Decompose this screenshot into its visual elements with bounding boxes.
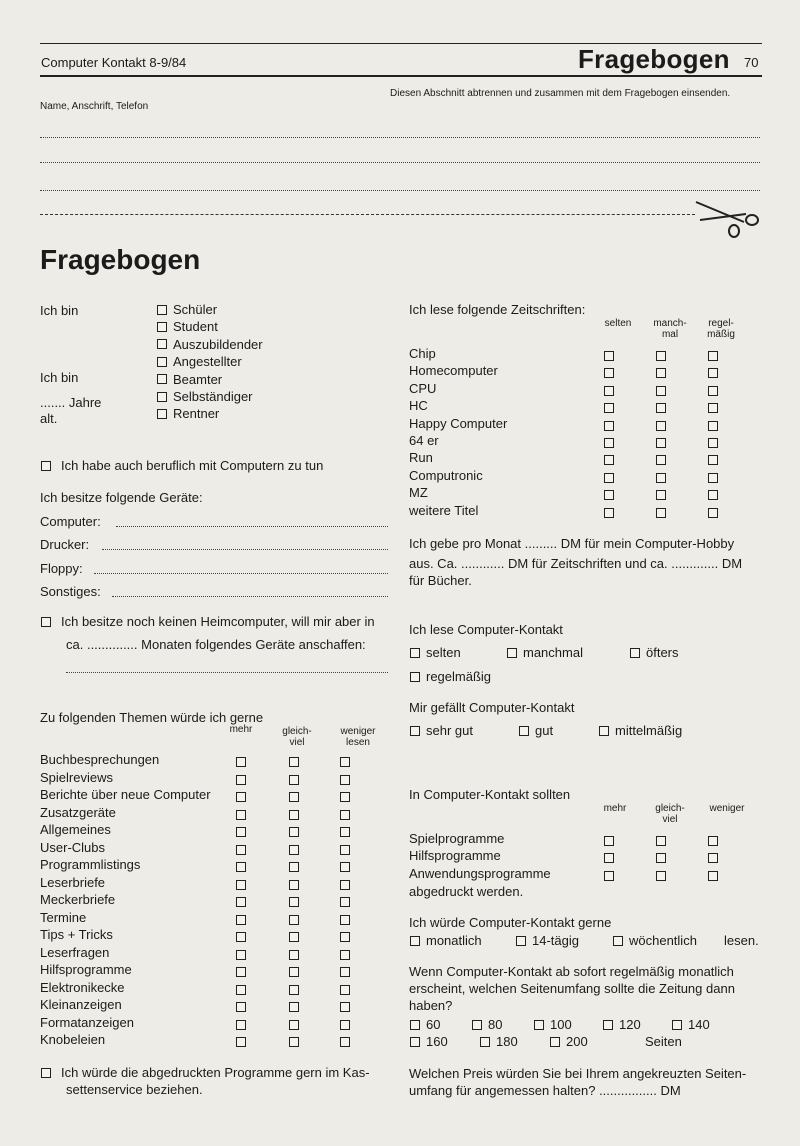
checkbox[interactable] [340,775,350,785]
sollten-col-gleichviel: gleich- viel [655,803,685,825]
checkbox[interactable] [289,915,299,925]
themen-row: Allgemeines [40,822,111,837]
checkbox[interactable] [236,915,246,925]
checkbox[interactable] [656,351,666,361]
checkbox[interactable] [656,438,666,448]
checkbox[interactable] [340,827,350,837]
checkbox[interactable] [289,1020,299,1030]
checkbox[interactable] [236,775,246,785]
checkbox[interactable] [604,490,614,500]
checkbox[interactable] [604,836,614,846]
preis-line2[interactable]: umfang für angemessen halten? ................ DM [409,1083,681,1098]
checkbox[interactable] [410,648,420,658]
zeitschrift-row: HC [409,398,428,414]
checkbox[interactable] [236,845,246,855]
checkbox[interactable] [289,1002,299,1012]
seiten-option-60[interactable]: 60 [410,1017,440,1032]
themen-row: Buchbesprechungen [40,752,160,767]
checkbox[interactable] [157,374,167,384]
seiten-option-140[interactable]: 140 [672,1017,710,1032]
ich-bin-label-2: Ich bin [40,370,79,385]
geraet-computer-field[interactable] [116,526,388,527]
sollten-title: In Computer-Kontakt sollten [409,787,571,802]
cutout-instruction: Diesen Abschnitt abtrennen und zusammen mit dem Fragebogen einsenden. [390,88,731,99]
checkbox[interactable] [656,403,666,413]
checkbox[interactable] [289,845,299,855]
erscheinung-suffix: lesen. [724,933,759,948]
ausgaben-line3: für Bücher. [409,573,472,588]
address-label: Name, Anschrift, Telefon [40,101,149,112]
seiten-option-120[interactable]: 120 [603,1017,641,1032]
form-title: Fragebogen [40,244,201,275]
checkbox[interactable] [656,421,666,431]
checkbox[interactable] [519,726,529,736]
checkbox[interactable] [157,392,167,402]
checkbox[interactable] [604,351,614,361]
themen-row: Hilfsprogramme [40,962,132,977]
seiten-option-180[interactable]: 180 [480,1034,518,1049]
occupation-option[interactable]: Beamter [157,372,263,389]
zeitschriften-col-selten: selten [604,318,632,329]
sollten-col-weniger: weniger [709,803,745,814]
checkbox[interactable] [289,810,299,820]
seiten-suffix: Seiten [645,1034,682,1049]
checkbox[interactable] [289,880,299,890]
checkbox[interactable] [672,1020,682,1030]
kassette-line2: settenservice beziehen. [66,1082,203,1097]
zeitschriften-col-manchmal: manch- mal [653,318,687,340]
themen-row: Knobeleien [40,1032,106,1047]
checkbox[interactable] [157,339,167,349]
scissors-icon [694,198,760,240]
checkbox[interactable] [236,950,246,960]
age-field[interactable]: ....... Jahre [40,395,102,410]
checkbox[interactable] [656,368,666,378]
themen-col-mehr: mehr [229,724,253,735]
zeitschrift-row: Homecomputer [409,363,498,379]
checkbox[interactable] [340,915,350,925]
checkbox[interactable] [236,1037,246,1047]
checkbox[interactable] [613,936,623,946]
checkbox[interactable] [340,845,350,855]
lese-ck-option-manchmal[interactable]: manchmal [507,645,583,660]
checkbox[interactable] [340,810,350,820]
checkbox[interactable] [340,932,350,942]
erscheinung-option-woechentlich[interactable]: wöchentlich [613,933,697,948]
checkbox[interactable] [507,648,517,658]
checkbox[interactable] [289,967,299,977]
checkbox[interactable] [656,836,666,846]
checkbox[interactable] [604,455,614,465]
sollten-row: Hilfsprogramme [409,848,501,864]
themen-title: Zu folgenden Themen würde ich gerne [40,710,264,725]
checkbox[interactable] [708,386,718,396]
checkbox[interactable] [340,1037,350,1047]
gefaellt-title: Mir gefällt Computer-Kontakt [409,700,575,715]
checkbox[interactable] [708,473,718,483]
alt-label: alt. [40,411,58,426]
zeitschriften-col-regelmaessig: regel- mäßig [707,318,735,340]
checkbox[interactable] [157,357,167,367]
themen-row: Elektronikecke [40,979,125,995]
checkbox[interactable] [236,932,246,942]
checkbox[interactable] [604,386,614,396]
checkbox[interactable] [630,648,640,658]
seitenumfang-line3: haben? [409,998,453,1013]
checkbox[interactable] [534,1020,544,1030]
geraet-floppy-label: Floppy: [40,561,83,576]
checkbox[interactable] [289,827,299,837]
checkbox[interactable] [236,1020,246,1030]
gefaellt-option-gut[interactable]: gut [519,723,553,738]
gefaellt-option-sehr-gut[interactable]: sehr gut [410,723,473,738]
zeitschriften-title: Ich lese folgende Zeitschriften: [409,302,586,317]
checkbox[interactable] [656,490,666,500]
checkbox[interactable] [236,827,246,837]
checkbox[interactable] [289,775,299,785]
checkbox[interactable] [289,932,299,942]
checkbox[interactable] [708,871,718,881]
checkbox[interactable] [708,508,718,518]
themen-row: Zusatzgeräte [40,804,116,820]
occupation-option[interactable]: Angestellter [157,354,263,371]
sollten-footer: abgedruckt werden. [409,884,524,899]
checkbox[interactable] [289,757,299,767]
checkbox[interactable] [340,967,350,977]
checkbox[interactable] [236,757,246,767]
checkbox[interactable] [236,897,246,907]
sollten-row: Anwendungsprogramme [409,865,551,881]
checkbox[interactable] [656,853,666,863]
checkbox[interactable] [550,1037,560,1047]
beruflich-option[interactable]: Ich habe auch beruflich mit Computern zu tun [41,458,323,473]
checkbox[interactable] [708,421,718,431]
seiten-option-200[interactable]: 200 [550,1034,588,1049]
checkbox[interactable] [41,461,51,471]
checkbox[interactable] [236,967,246,977]
geraet-drucker-field[interactable] [102,549,388,550]
lese-ck-title: Ich lese Computer-Kontakt [409,622,563,637]
seitenumfang-line1: Wenn Computer-Kontakt ab sofort regelmäßig monatlich [409,964,734,979]
zeitschriften-list [409,346,507,520]
checkbox[interactable] [604,508,614,518]
checkbox[interactable] [480,1037,490,1047]
erscheinung-title: Ich würde Computer-Kontakt gerne [409,915,612,930]
checkbox[interactable] [708,438,718,448]
occupation-option[interactable]: Selbständiger [157,389,263,406]
sollten-list [409,831,551,883]
geraet-computer-label: Computer: [40,514,101,529]
zeitschrift-row: Happy Computer [409,415,508,431]
geraet-drucker-label: Drucker: [40,537,90,552]
checkbox[interactable] [656,473,666,483]
checkbox[interactable] [410,726,420,736]
checkbox[interactable] [157,409,167,419]
checkbox[interactable] [340,792,350,802]
checkbox[interactable] [656,455,666,465]
checkbox[interactable] [656,386,666,396]
checkbox[interactable] [708,836,718,846]
page-number: 70 [744,55,759,70]
sollten-row: Spielprogramme [409,831,505,846]
checkbox[interactable] [236,880,246,890]
zeitschrift-row: CPU [409,380,437,396]
occupation-option[interactable]: Student [157,319,263,336]
checkbox[interactable] [289,897,299,907]
erscheinung-option-14taegig[interactable]: 14-tägig [516,933,579,948]
checkbox[interactable] [410,1037,420,1047]
occupation-list [157,302,263,424]
checkbox[interactable] [41,1068,51,1078]
themen-row: Formatanzeigen [40,1014,134,1030]
geraet-sonstiges-label: Sonstiges: [40,584,101,599]
lese-ck-option-regelmaessig[interactable]: regelmäßig [410,669,491,684]
checkbox[interactable] [604,853,614,863]
checkbox[interactable] [236,985,246,995]
checkbox[interactable] [340,950,350,960]
checkbox[interactable] [340,757,350,767]
preis-line1: Welchen Preis würden Sie bei Ihrem angekreuzten Seiten- [409,1066,747,1081]
seiten-option-160[interactable]: 160 [410,1034,448,1049]
checkbox[interactable] [603,1020,613,1030]
seiten-option-80[interactable]: 80 [472,1017,502,1032]
themen-row: Leserbriefe [40,874,106,890]
themen-row: Programmlistings [40,857,141,872]
checkbox[interactable] [708,853,718,863]
cut-line [40,214,695,215]
themen-list [40,752,211,1050]
themen-row: Kleinanzeigen [40,997,122,1012]
geraete-title: Ich besitze folgende Geräte: [40,490,203,505]
checkbox[interactable] [410,672,420,682]
themen-col-gleichviel: gleich- viel [282,726,312,748]
erscheinung-option-monatlich[interactable]: monatlich [410,933,482,948]
checkbox[interactable] [236,1002,246,1012]
themen-row: Tips + Tricks [40,927,113,942]
themen-row: Meckerbriefe [40,892,116,907]
checkbox[interactable] [289,792,299,802]
zeitschrift-row: weitere Titel [409,502,479,518]
checkbox[interactable] [410,936,420,946]
checkbox[interactable] [604,421,614,431]
lese-ck-option-selten[interactable]: selten [410,645,461,660]
zeitschrift-row: 64 er [409,432,439,448]
checkbox[interactable] [236,810,246,820]
magazine-issue: Computer Kontakt 8-9/84 [41,55,187,70]
checkbox[interactable] [236,862,246,872]
checkbox[interactable] [157,305,167,315]
checkbox[interactable] [472,1020,482,1030]
themen-row: Termine [40,909,87,925]
themen-row: Berichte über neue Computer [40,787,211,802]
anschaffung-field[interactable] [66,672,388,673]
seitenumfang-line2: erscheint, welchen Seitenumfang sollte die Zeitung dann [409,981,735,996]
checkbox[interactable] [604,368,614,378]
ausgaben-line2[interactable]: aus. Ca. ............ DM für Zeitschriften und ca. ............. DM [409,556,743,571]
checkbox[interactable] [656,508,666,518]
checkbox[interactable] [599,726,609,736]
checkbox[interactable] [410,1020,420,1030]
checkbox[interactable] [708,351,718,361]
checkbox[interactable] [289,1037,299,1047]
checkbox[interactable] [604,473,614,483]
checkbox[interactable] [289,862,299,872]
checkbox[interactable] [340,1002,350,1012]
checkbox[interactable] [340,1020,350,1030]
checkbox[interactable] [289,985,299,995]
geraet-sonstiges-field[interactable] [112,596,388,597]
checkbox[interactable] [708,368,718,378]
occupation-option[interactable]: Auszubildender [157,337,263,354]
themen-row: User-Clubs [40,839,106,855]
checkbox[interactable] [604,403,614,413]
checkbox[interactable] [708,490,718,500]
address-line-1[interactable] [40,137,760,138]
checkbox[interactable] [340,897,350,907]
checkbox[interactable] [236,792,246,802]
checkbox[interactable] [340,880,350,890]
address-line-3[interactable] [40,190,760,191]
ich-bin-label: Ich bin [40,303,79,318]
checkbox[interactable] [340,985,350,995]
kassette-option[interactable]: Ich würde die abgedruckten Programme gern im Kas- [41,1065,370,1080]
occupation-option[interactable]: Rentner [157,406,263,423]
sollten-col-mehr: mehr [603,803,627,814]
themen-row: Spielreviews [40,769,113,785]
header-title: Fragebogen [578,44,730,74]
zeitschrift-row: MZ [409,485,428,501]
checkbox[interactable] [516,936,526,946]
occupation-option[interactable]: Schüler [157,302,263,319]
gefaellt-option-mittelmaessig[interactable]: mittelmäßig [599,723,682,738]
zeitschrift-row: Chip [409,346,436,361]
address-line-2[interactable] [40,162,760,163]
zeitschrift-row: Computronic [409,467,483,483]
zeitschrift-row: Run [409,450,433,466]
checkbox[interactable] [708,403,718,413]
kein-heimcomputer-option[interactable]: Ich besitze noch keinen Heimcomputer, will mir aber in [41,614,375,629]
checkbox[interactable] [656,871,666,881]
checkbox[interactable] [604,871,614,881]
header-bottom-rule [40,75,762,77]
kein-heimcomputer-line2: ca. .............. Monaten folgendes Geräte anschaffen: [66,637,366,652]
checkbox[interactable] [41,617,51,627]
checkbox[interactable] [289,950,299,960]
checkbox[interactable] [157,322,167,332]
checkbox[interactable] [604,438,614,448]
themen-row: Leserfragen [40,944,110,960]
checkbox[interactable] [708,455,718,465]
themen-col-weniger: weniger lesen [340,726,376,748]
lese-ck-option-oefters[interactable]: öfters [630,645,679,660]
seiten-option-100[interactable]: 100 [534,1017,572,1032]
geraet-floppy-field[interactable] [94,573,388,574]
checkbox[interactable] [340,862,350,872]
ausgaben-line1[interactable]: Ich gebe pro Monat ......... DM für mein Computer-Hobby [409,536,735,551]
